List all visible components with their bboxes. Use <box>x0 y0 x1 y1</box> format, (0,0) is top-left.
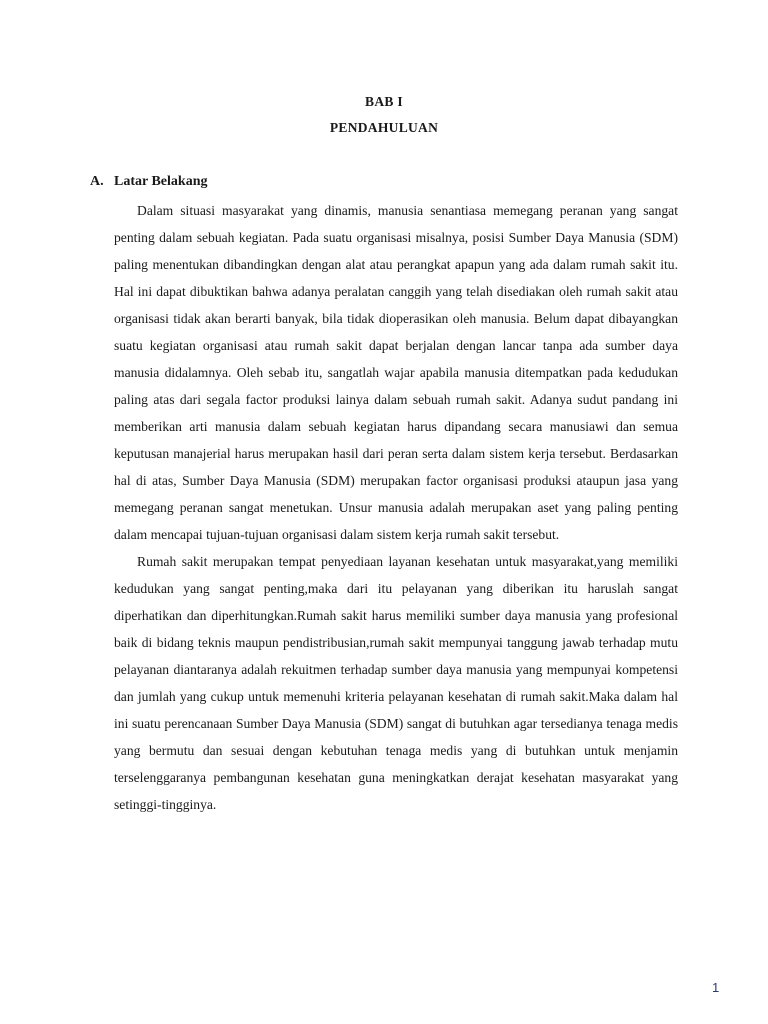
paragraph-1: Dalam situasi masyarakat yang dinamis, manusia senantiasa memegang peranan yang sangat penting dalam sebuah kegiatan. Pada suatu organisasi misalnya, posisi Sumber Daya Manusia (SDM) paling menentukan dibandingkan dengan alat atau perangkat apapun yang ada dalam rumah sakit itu. Hal ini dapat dibuktikan bahwa adanya peralatan canggih yang telah disediakan oleh rumah sakit atau organisasi tidak akan berarti banyak, bila tidak dioperasikan oleh manusia. Belum dapat dibayangkan suatu kegiatan organisasi atau rumah sakit dapat berjalan dengan lancar tanpa ada sumber daya manusia didalamnya. Oleh sebab itu, sangatlah wajar apabila manusia ditempatkan pada kedudukan paling atas dari segala factor produksi lainya dalam sebuah rumah sakit. Adanya sudut pandang ini memberikan arti manusia dalam sebuah kegiatan harus dipandang secara manusiawi dan semua keputusan manajerial harus merupakan hasil dari peran serta dalam sistem kerja tersebut. Berdasarkan hal di atas, Sumber Daya Manusia (SDM) merupakan factor organisasi produksi ataupun jasa yang memegang peranan sangat menetukan. Unsur manusia adalah merupakan aset yang paling penting dalam mencapai tujuan-tujuan organisasi dalam sistem kerja rumah sakit tersebut. <box>114 203 678 542</box>
paragraph-2: Rumah sakit merupakan tempat penyediaan layanan kesehatan untuk masyarakat,yang memiliki kedudukan yang sangat penting,maka dari itu pelayanan yang diberikan itu haruslah sangat diperhatikan dan diperhitungkan.Rumah sakit harus memiliki sumber daya manusia yang profesional baik di bidang teknis maupun pendistribusian,rumah sakit mempunyai tanggung jawab terhadap mutu pelayanan diantaranya adalah rekuitmen terhadap sumber daya manusia yang mempunyai kompetensi dan jumlah yang cukup untuk memenuhi kriteria pelayanan kesehatan di rumah sakit.Maka dalam hal ini suatu perencanaan Sumber Daya Manusia (SDM) sangat di butuhkan agar tersedianya tenaga medis yang bermutu dan sesuai dengan kebutuhan tenaga medis yang di butuhkan untuk menjamin terselenggaranya pembangunan kesehatan guna meningkatkan derajat kesehatan masyarakat yang setinggi-tingginya. <box>114 554 678 812</box>
body-text <box>114 197 678 818</box>
chapter-title: PENDAHULUAN <box>329 120 439 135</box>
chapter-number: BAB I <box>365 94 403 109</box>
section-title: Latar Belakang <box>114 174 208 189</box>
section-heading <box>90 174 207 190</box>
section-letter: A. <box>90 174 104 189</box>
page-number: 1 <box>712 980 720 995</box>
